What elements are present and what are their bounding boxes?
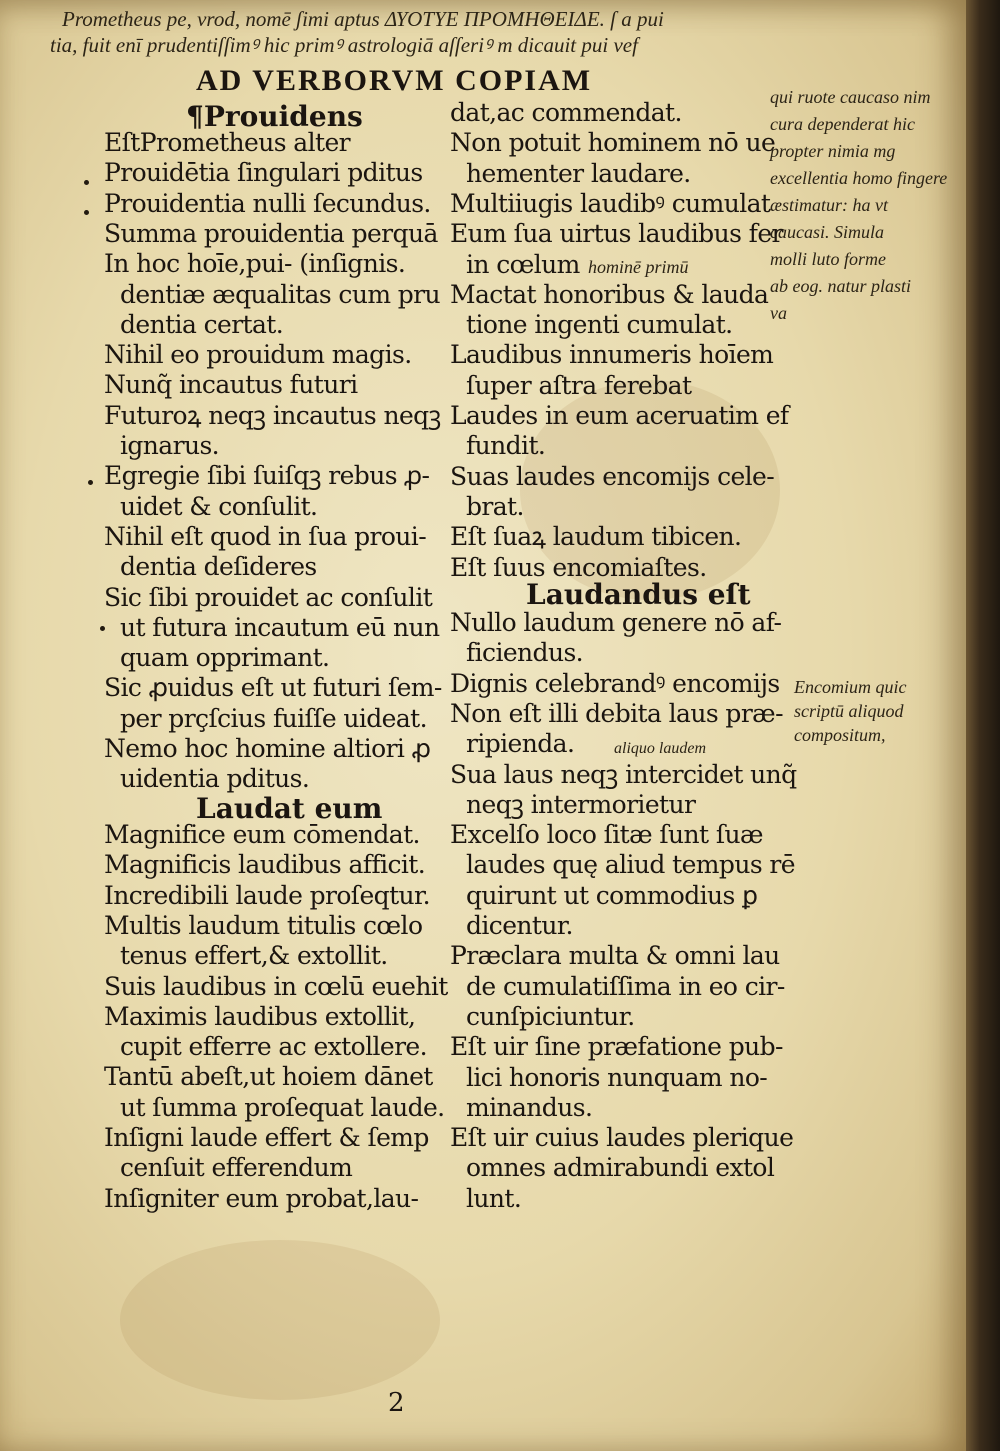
text-line: Eſt uir cuius laudes plerique [450, 1123, 794, 1153]
text-line: uidet & conſulit. [120, 491, 318, 521]
text-line: fundit. [466, 431, 546, 461]
text-line: Eſt ſuus encomiaſtes. [450, 552, 707, 582]
text-line: dat,ac commendat. [450, 98, 682, 127]
text-line: ut futura incautum eū nun [120, 612, 440, 642]
text-line: Inſigniter eum probat,lau- [104, 1183, 419, 1213]
text-line: Egregie ſibi ſuiſqꝫ rebus ꝓ- [104, 461, 430, 491]
text-line: Laudibus innumeris hoīem [450, 340, 774, 370]
text-line: Prouidentia nulli ſecundus. [104, 188, 431, 218]
text-line: Nunq̃ incautus futuri [104, 370, 358, 400]
section-heading-laudandus-est: Laudandus eſt [526, 578, 751, 611]
text-line: Sic ꝓuidus eſt ut futuri ſem- [104, 673, 442, 703]
marginal-note-line: cura dependerat hic [770, 114, 915, 134]
paper-stain [120, 1240, 440, 1400]
text-line: brat. [466, 491, 524, 521]
margin-dot [84, 210, 89, 215]
text-line: Maximis laudibus extollit, [104, 1001, 416, 1031]
margin-dot [88, 480, 93, 485]
text-line: dicentur. [466, 911, 573, 940]
marginal-note-line: æstimatur: ha vt [770, 195, 889, 215]
text-line: cunſpiciuntur. [466, 1001, 635, 1031]
margin-dot [84, 180, 89, 185]
text-line: quirunt ut commodius ꝑ [466, 880, 758, 910]
book-gutter [966, 0, 1000, 1451]
marginal-note-line: Encomium quic [794, 677, 907, 697]
text-line: neqꝫ intermorietur [466, 789, 696, 819]
text-line: Magnifice eum cōmendat. [104, 820, 420, 849]
text-line: ignarus. [120, 431, 220, 460]
text-line: dentia certat. [120, 309, 284, 339]
text-line: minandus. [466, 1092, 593, 1122]
text-line: In hoc hoīe,pui- (inſignis. [104, 249, 406, 279]
text-line: Laudes in eum aceruatim ef [450, 401, 789, 430]
text-line: Eſt uir ſine præfatione pub- [450, 1032, 783, 1062]
text-line: Prouidētia ſingulari pditus [104, 158, 423, 188]
text-line: Tantū abeſt,ut hoiem dānet [104, 1062, 433, 1092]
heading-text: Prouidens [203, 100, 363, 133]
marginal-note-line: caucasi. Simula [770, 222, 884, 242]
marginal-note-line: scriptū aliquod [794, 701, 904, 721]
marginal-note-line: compositum, [794, 725, 886, 745]
text-line: Eſt ſuaꝝ laudum tibicen. [450, 522, 742, 552]
text-line: Multiiugis laudibꝰ cumulat [450, 188, 771, 218]
section-heading-laudat-eum: Laudat eum [196, 792, 383, 825]
marginal-note-line: molli luto forme [770, 249, 886, 269]
text-line: omnes admirabundi extol [466, 1153, 775, 1183]
text-line: uidentia pditus. [120, 764, 310, 794]
text-line: Mactat honoribus & lauda [450, 279, 769, 309]
text-line: Sua laus neqꝫ intercidet unq̃ [450, 759, 797, 789]
text-line: ficiendus. [466, 638, 584, 668]
text-line: Futuroꝝ neqꝫ incautus neqꝫ [104, 400, 441, 430]
text-line: de cumulatiſſima in eo cir- [466, 971, 785, 1001]
text-line: Dignis celebrandꝰ encomijs [450, 668, 780, 698]
text-line: Nihil eſt quod in ſua proui- [104, 521, 427, 551]
text-line: Nemo hoc homine altiori ꝓ [104, 734, 431, 763]
text-line: Præclara multa & omni lau [450, 941, 780, 971]
handwritten-note-line2: tia, fuit enī prudentiſſimꝰ hic primꝰ astrologiā aſſeriꝰ m dicauit pui vef [50, 33, 638, 57]
marginal-note-line: propter nimia mg [770, 141, 896, 161]
text-line: Multis laudum titulis cœlo [104, 910, 423, 940]
marginal-inline-note-1: hominē primū [588, 257, 689, 277]
text-line: hementer laudare. [466, 158, 691, 188]
text-line: cenſuit efferendum [120, 1153, 353, 1183]
text-line: cupit efferre ac extollere. [120, 1032, 427, 1062]
text-line: ut ſumma proſequat laude. [120, 1092, 445, 1122]
marginal-note-line: excellentia homo fingere [770, 168, 948, 188]
text-line: Suis laudibus in cœlū euehit [104, 971, 448, 1001]
text-line: Nihil eo prouidum magis. [104, 340, 412, 370]
signature-mark: 2 [388, 1388, 405, 1418]
marginal-inline-note-2: aliquo laudem [614, 740, 706, 757]
text-line: Suas laudes encomijs cele- [450, 461, 775, 491]
marginal-note-line: qui ruote caucaso nim [770, 87, 931, 107]
running-head: AD VERBORVM COPIAM [196, 64, 593, 97]
text-line: EſtPrometheus alter [104, 128, 350, 157]
text-line: Sic ſibi prouidet ac conſulit [104, 582, 433, 612]
text-line: tione ingenti cumulat. [466, 310, 733, 340]
text-line: dentiæ æqualitas cum pru [120, 279, 441, 309]
text-line: dentia deſideres [120, 552, 317, 582]
marginal-note-line: ab eog. natur plasti [770, 276, 912, 296]
marginal-note-line: va [770, 303, 787, 323]
text-line: quam opprimant. [120, 643, 330, 673]
text-line: Non potuit hominem nō ue [450, 128, 776, 158]
handwritten-note-line1: Prometheus pe, vrod, nomē ʃimi aptus ΔΥΟΤΥΕ ΠΡΟΜΗΘΕΙΔΕ. ſ a pui [62, 7, 664, 31]
text-line: Inſigni laude effert & ſemp [104, 1123, 429, 1152]
text-line: Eum ſua uirtus laudibus fer [450, 219, 783, 249]
text-line: Incredibili laude proſeqtur. [104, 880, 430, 910]
text-line: Magnificis laudibus afficit. [104, 850, 426, 880]
text-line: ripienda. [466, 729, 575, 759]
margin-dot [100, 626, 105, 631]
text-line: ſuper aſtra ferebat [466, 370, 692, 400]
text-line: Nullo laudum genere nō af- [450, 608, 782, 637]
text-line: tenus effert,& extollit. [120, 941, 388, 971]
paragraph-mark-icon: ¶ [186, 100, 204, 133]
text-line: Non eſt illi debita laus præ- [450, 698, 783, 728]
text-line: per prçſcius fuiſſe uideat. [120, 703, 427, 733]
text-line: laudes quę aliud tempus rē [466, 850, 795, 880]
text-line: Summa prouidentia perquā [104, 218, 438, 248]
text-line: lici honoris nunquam no- [466, 1062, 768, 1092]
text-line: lunt. [466, 1183, 522, 1213]
text-line: in cœlum [466, 249, 580, 279]
text-line: Excelſo loco ſitæ ſunt ſuæ [450, 820, 763, 850]
